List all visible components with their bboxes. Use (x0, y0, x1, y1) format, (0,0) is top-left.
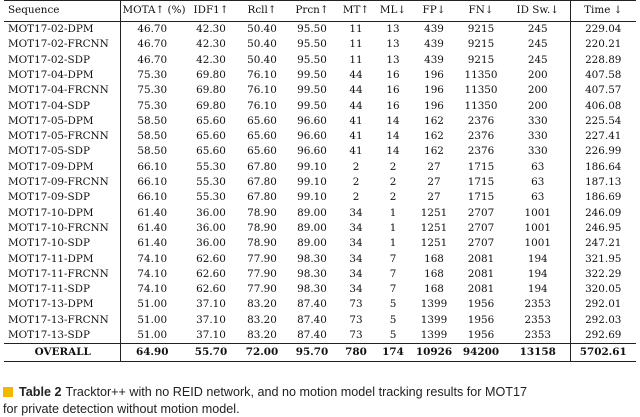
table-cell-mota: 74.10 (137, 252, 168, 265)
table-cell-id-switches: 330 (527, 130, 548, 143)
column-header-sequence: Sequence (4, 1, 120, 22)
total-cell-fn: 94200 (456, 344, 506, 362)
table-cell-fn: 2081 (467, 267, 495, 280)
table-cell-fp: 27 (427, 176, 441, 189)
table-cell-fn: 1715 (467, 176, 495, 189)
table-cell-fp: 27 (427, 160, 441, 173)
table-row (4, 267, 636, 282)
table-cell-sequence: MOT17-02-SDP (4, 53, 120, 68)
table-row (4, 114, 636, 129)
table-cell-prcn: 95.50 (297, 23, 327, 36)
table-cell-sequence: MOT17-11-DPM (4, 251, 120, 266)
table-cell-mt: 2 (352, 191, 360, 204)
table-cell-prcn: 87.40 (297, 328, 327, 341)
table-cell-id-switches: 200 (527, 99, 548, 112)
table-cell-ml: 1 (389, 206, 397, 219)
table-cell-id-switches: 1001 (524, 206, 551, 219)
table-total-row (4, 344, 636, 362)
table-row (4, 282, 636, 297)
table-cell-mt: 11 (349, 38, 363, 51)
table-row (4, 144, 636, 159)
table-cell-rcll: 83.20 (247, 328, 277, 341)
table-cell-fp: 168 (424, 252, 444, 265)
table-cell-sequence: MOT17-04-SDP (4, 98, 120, 113)
table-cell-sequence: MOT17-13-SDP (4, 328, 120, 344)
table-cell-ml: 16 (386, 84, 400, 97)
table-cell-idf1: 69.80 (196, 84, 226, 97)
results-table (4, 0, 636, 362)
results-table-container (4, 0, 636, 362)
table-cell-mt: 41 (349, 145, 363, 158)
table-cell-mt: 2 (352, 176, 360, 189)
table-cell-sequence: MOT17-13-DPM (4, 297, 120, 312)
table-cell-idf1: 62.60 (196, 283, 226, 296)
table-cell-idf1: 55.30 (196, 191, 226, 204)
table-cell-id-switches: 330 (527, 114, 548, 127)
table-cell-sequence: MOT17-11-SDP (4, 282, 120, 297)
table-cell-ml: 13 (386, 23, 400, 36)
table-cell-id-switches: 2353 (524, 298, 551, 311)
table-row (4, 190, 636, 205)
table-row (4, 221, 636, 236)
table-cell-ml: 1 (389, 221, 397, 234)
column-header-prcn: Prcn↑ (286, 1, 338, 22)
table-cell-fp: 162 (424, 145, 444, 158)
table-cell-rcll: 76.10 (247, 99, 277, 112)
table-row (4, 175, 636, 190)
table-cell-sequence: MOT17-10-FRCNN (4, 221, 120, 236)
table-cell-ml: 2 (389, 191, 397, 204)
table-cell-idf1: 37.10 (196, 313, 226, 326)
table-cell-idf1: 36.00 (196, 206, 226, 219)
table-cell-rcll: 65.60 (247, 114, 277, 127)
table-cell-fp: 168 (424, 267, 444, 280)
table-cell-idf1: 42.30 (196, 38, 226, 51)
total-cell-time: 5702.61 (570, 344, 636, 362)
table-cell-rcll: 78.90 (247, 237, 277, 250)
table-cell-fp: 1399 (420, 328, 448, 341)
table-cell-time: 225.54 (570, 114, 636, 129)
caption-label: Table 2 (19, 385, 62, 399)
table-cell-mota: 51.00 (137, 328, 168, 341)
table-row (4, 37, 636, 52)
table-row (4, 129, 636, 144)
table-cell-time: 292.01 (570, 297, 636, 312)
table-cell-fn: 2707 (467, 221, 495, 234)
table-cell-ml: 5 (389, 313, 397, 326)
table-cell-mota: 58.50 (137, 130, 168, 143)
table-cell-fp: 1399 (420, 313, 448, 326)
table-cell-mt: 11 (349, 23, 363, 36)
table-cell-mota: 61.40 (137, 221, 168, 234)
table-cell-prcn: 87.40 (297, 298, 327, 311)
table-cell-time: 227.41 (570, 129, 636, 144)
table-cell-ml: 5 (389, 298, 397, 311)
table-cell-time: 406.08 (570, 98, 636, 113)
table-cell-mt: 44 (349, 84, 363, 97)
table-cell-prcn: 99.10 (297, 191, 327, 204)
table-cell-rcll: 78.90 (247, 206, 277, 219)
table-cell-rcll: 67.80 (247, 176, 277, 189)
table-cell-fn: 11350 (464, 99, 498, 112)
table-cell-mt: 34 (349, 267, 363, 280)
table-cell-sequence: MOT17-13-FRCNN (4, 313, 120, 328)
table-cell-rcll: 78.90 (247, 221, 277, 234)
column-header-fn: FN↓ (456, 1, 506, 22)
table-cell-ml: 7 (389, 283, 397, 296)
table-cell-fp: 196 (424, 84, 444, 97)
caption-marker-icon (3, 387, 13, 397)
table-cell-rcll: 67.80 (247, 191, 277, 204)
column-header-ml: ML↓ (374, 1, 412, 22)
table-cell-prcn: 95.50 (297, 53, 327, 66)
table-cell-fn: 2376 (467, 145, 495, 158)
table-cell-ml: 14 (386, 114, 400, 127)
table-cell-rcll: 65.60 (247, 145, 277, 158)
table-cell-rcll: 50.40 (247, 38, 277, 51)
total-cell-ml: 174 (374, 344, 412, 362)
table-cell-prcn: 89.00 (297, 206, 327, 219)
table-cell-ml: 1 (389, 237, 397, 250)
table-cell-fn: 2081 (467, 252, 495, 265)
table-cell-fn: 2376 (467, 130, 495, 143)
table-cell-fn: 1956 (467, 313, 495, 326)
table-cell-sequence: MOT17-05-SDP (4, 144, 120, 159)
table-cell-idf1: 36.00 (196, 237, 226, 250)
table-cell-fn: 2376 (467, 114, 495, 127)
table-cell-mt: 73 (349, 328, 363, 341)
table-cell-idf1: 62.60 (196, 267, 226, 280)
column-header-fp: FP↓ (412, 1, 456, 22)
table-cell-fn: 11350 (464, 68, 498, 81)
table-cell-fn: 9215 (467, 53, 495, 66)
table-cell-ml: 5 (389, 328, 397, 341)
table-cell-idf1: 65.60 (196, 114, 226, 127)
table-cell-idf1: 37.10 (196, 298, 226, 311)
table-cell-mota: 66.10 (137, 160, 168, 173)
table-cell-prcn: 96.60 (297, 114, 327, 127)
table-cell-fn: 11350 (464, 84, 498, 97)
table-cell-time: 322.29 (570, 267, 636, 282)
table-cell-sequence: MOT17-04-FRCNN (4, 83, 120, 98)
table-row (4, 236, 636, 251)
table-cell-mt: 34 (349, 283, 363, 296)
table-row (4, 206, 636, 221)
table-cell-fp: 196 (424, 68, 444, 81)
table-cell-time: 292.03 (570, 313, 636, 328)
table-row (4, 83, 636, 98)
table-cell-prcn: 99.50 (297, 84, 327, 97)
table-cell-mota: 61.40 (137, 206, 168, 219)
table-cell-prcn: 99.10 (297, 160, 327, 173)
table-cell-fp: 439 (424, 23, 444, 36)
table-cell-rcll: 77.90 (247, 267, 277, 280)
table-cell-fn: 9215 (467, 38, 495, 51)
table-cell-ml: 14 (386, 130, 400, 143)
table-row (4, 313, 636, 328)
table-cell-fp: 439 (424, 53, 444, 66)
table-cell-ml: 13 (386, 53, 400, 66)
table-cell-time: 246.09 (570, 206, 636, 221)
total-cell-idf1: 55.70 (184, 344, 238, 362)
table-cell-mota: 66.10 (137, 176, 168, 189)
table-cell-ml: 7 (389, 252, 397, 265)
caption-text-line2: for private detection without motion model. (3, 402, 240, 416)
table-cell-prcn: 98.30 (297, 283, 327, 296)
table-cell-time: 246.95 (570, 221, 636, 236)
table-cell-time: 226.99 (570, 144, 636, 159)
table-cell-mt: 73 (349, 298, 363, 311)
table-cell-ml: 14 (386, 145, 400, 158)
table-cell-idf1: 65.60 (196, 145, 226, 158)
table-cell-rcll: 76.10 (247, 68, 277, 81)
table-cell-fp: 27 (427, 191, 441, 204)
table-row (4, 22, 636, 38)
table-cell-mota: 75.30 (137, 84, 168, 97)
table-cell-fp: 1251 (420, 237, 448, 250)
table-cell-mota: 61.40 (137, 237, 168, 250)
table-cell-mt: 73 (349, 313, 363, 326)
table-cell-id-switches: 194 (527, 267, 548, 280)
table-cell-fp: 1251 (420, 221, 448, 234)
table-header-row (4, 1, 636, 22)
table-cell-prcn: 95.50 (297, 38, 327, 51)
table-cell-mt: 44 (349, 68, 363, 81)
table-cell-rcll: 83.20 (247, 298, 277, 311)
table-cell-fn: 1956 (467, 328, 495, 341)
total-cell-prcn: 95.70 (286, 344, 338, 362)
total-cell-rcll: 72.00 (238, 344, 286, 362)
table-cell-mota: 51.00 (137, 313, 168, 326)
table-cell-time: 220.21 (570, 37, 636, 52)
table-cell-fp: 196 (424, 99, 444, 112)
table-cell-mota: 75.30 (137, 68, 168, 81)
table-cell-fp: 1399 (420, 298, 448, 311)
table-cell-fn: 2081 (467, 283, 495, 296)
table-cell-prcn: 99.50 (297, 99, 327, 112)
table-cell-fn: 1715 (467, 160, 495, 173)
table-cell-idf1: 65.60 (196, 130, 226, 143)
table-cell-rcll: 77.90 (247, 283, 277, 296)
table-cell-ml: 7 (389, 267, 397, 280)
table-cell-id-switches: 63 (531, 160, 545, 173)
table-cell-id-switches: 2353 (524, 328, 551, 341)
table-cell-sequence: MOT17-10-DPM (4, 206, 120, 221)
table-cell-sequence: MOT17-11-FRCNN (4, 267, 120, 282)
table-cell-time: 228.89 (570, 53, 636, 68)
table-row (4, 328, 636, 344)
table-cell-idf1: 42.30 (196, 23, 226, 36)
table-cell-idf1: 69.80 (196, 68, 226, 81)
table-cell-fn: 9215 (467, 23, 495, 36)
table-cell-mota: 74.10 (137, 267, 168, 280)
table-cell-prcn: 98.30 (297, 267, 327, 280)
table-cell-sequence: MOT17-05-DPM (4, 114, 120, 129)
table-cell-mota: 66.10 (137, 191, 168, 204)
table-cell-sequence: MOT17-04-DPM (4, 68, 120, 83)
table-cell-idf1: 69.80 (196, 99, 226, 112)
table-cell-fp: 168 (424, 283, 444, 296)
table-row (4, 160, 636, 175)
table-cell-fn: 1956 (467, 298, 495, 311)
table-cell-time: 407.58 (570, 68, 636, 83)
table-cell-mt: 34 (349, 221, 363, 234)
table-cell-id-switches: 200 (527, 84, 548, 97)
table-cell-idf1: 55.30 (196, 176, 226, 189)
table-cell-mt: 41 (349, 114, 363, 127)
table-cell-id-switches: 200 (527, 68, 548, 81)
table-cell-id-switches: 63 (531, 191, 545, 204)
table-cell-mota: 58.50 (137, 145, 168, 158)
table-cell-id-switches: 194 (527, 283, 548, 296)
table-cell-rcll: 77.90 (247, 252, 277, 265)
table-row (4, 251, 636, 266)
table-cell-time: 320.05 (570, 282, 636, 297)
table-cell-sequence: MOT17-09-SDP (4, 190, 120, 205)
table-cell-mt: 11 (349, 53, 363, 66)
column-header-time: Time ↓ (570, 1, 636, 22)
total-cell-mt: 780 (338, 344, 374, 362)
column-header-mt: MT↑ (338, 1, 374, 22)
table-cell-time: 186.69 (570, 190, 636, 205)
total-cell-id-switches: 13158 (506, 344, 570, 362)
total-cell-sequence: OVERALL (4, 344, 120, 362)
table-cell-fp: 439 (424, 38, 444, 51)
table-cell-mota: 74.10 (137, 283, 168, 296)
table-cell-idf1: 36.00 (196, 221, 226, 234)
table-cell-rcll: 76.10 (247, 84, 277, 97)
column-header-mota: MOTA↑ (%) (120, 1, 184, 22)
column-header-idf1: IDF1↑ (184, 1, 238, 22)
table-cell-mota: 75.30 (137, 99, 168, 112)
table-cell-time: 292.69 (570, 328, 636, 344)
table-cell-sequence: MOT17-10-SDP (4, 236, 120, 251)
table-cell-sequence: MOT17-05-FRCNN (4, 129, 120, 144)
table-cell-fn: 2707 (467, 206, 495, 219)
table-cell-time: 187.13 (570, 175, 636, 190)
table-cell-id-switches: 1001 (524, 221, 551, 234)
table-cell-rcll: 83.20 (247, 313, 277, 326)
table-cell-fn: 1715 (467, 191, 495, 204)
table-cell-mota: 46.70 (137, 38, 168, 51)
table-cell-id-switches: 245 (527, 53, 548, 66)
table-cell-fp: 162 (424, 114, 444, 127)
table-cell-id-switches: 1001 (524, 237, 551, 250)
total-cell-mota: 64.90 (120, 344, 184, 362)
table-cell-mt: 44 (349, 99, 363, 112)
table-cell-prcn: 98.30 (297, 252, 327, 265)
table-cell-idf1: 42.30 (196, 53, 226, 66)
table-cell-rcll: 50.40 (247, 23, 277, 36)
table-cell-mt: 34 (349, 252, 363, 265)
table-cell-rcll: 65.60 (247, 130, 277, 143)
table-cell-id-switches: 194 (527, 252, 548, 265)
column-header-rcll: Rcll↑ (238, 1, 286, 22)
table-cell-prcn: 96.60 (297, 145, 327, 158)
table-cell-mota: 46.70 (137, 23, 168, 36)
table-cell-id-switches: 330 (527, 145, 548, 158)
table-cell-idf1: 62.60 (196, 252, 226, 265)
table-cell-prcn: 89.00 (297, 221, 327, 234)
table-cell-prcn: 99.50 (297, 68, 327, 81)
table-body (4, 22, 636, 362)
table-cell-time: 321.95 (570, 251, 636, 266)
table-cell-prcn: 87.40 (297, 313, 327, 326)
table-cell-rcll: 67.80 (247, 160, 277, 173)
table-cell-mt: 34 (349, 237, 363, 250)
table-cell-mt: 34 (349, 206, 363, 219)
table-caption (0, 384, 640, 416)
total-cell-fp: 10926 (412, 344, 456, 362)
table-cell-id-switches: 2353 (524, 313, 551, 326)
table-row (4, 68, 636, 83)
table-cell-id-switches: 245 (527, 23, 548, 36)
table-cell-sequence: MOT17-09-DPM (4, 160, 120, 175)
table-cell-prcn: 99.10 (297, 176, 327, 189)
table-row (4, 98, 636, 113)
table-row (4, 297, 636, 312)
table-cell-time: 407.57 (570, 83, 636, 98)
table-cell-ml: 2 (389, 160, 397, 173)
caption-text: Tracktor++ with no REID network, and no motion model tracking results for MOT17 (65, 385, 527, 399)
table-cell-time: 247.21 (570, 236, 636, 251)
table-cell-sequence: MOT17-09-FRCNN (4, 175, 120, 190)
table-cell-mt: 2 (352, 160, 360, 173)
table-cell-sequence: MOT17-02-FRCNN (4, 37, 120, 52)
table-cell-rcll: 50.40 (247, 53, 277, 66)
table-cell-ml: 13 (386, 38, 400, 51)
column-header-id-switches: ID Sw.↓ (506, 1, 570, 22)
table-cell-mota: 58.50 (137, 114, 168, 127)
table-cell-prcn: 89.00 (297, 237, 327, 250)
table-cell-idf1: 37.10 (196, 328, 226, 341)
table-cell-ml: 2 (389, 176, 397, 189)
table-cell-prcn: 96.60 (297, 130, 327, 143)
table-cell-time: 229.04 (570, 22, 636, 38)
table-cell-mota: 51.00 (137, 298, 168, 311)
table-cell-mota: 46.70 (137, 53, 168, 66)
table-row (4, 53, 636, 68)
table-cell-ml: 16 (386, 99, 400, 112)
table-cell-fp: 1251 (420, 206, 448, 219)
table-cell-id-switches: 245 (527, 38, 548, 51)
table-cell-mt: 41 (349, 130, 363, 143)
table-cell-sequence: MOT17-02-DPM (4, 22, 120, 38)
table-cell-idf1: 55.30 (196, 160, 226, 173)
table-cell-fp: 162 (424, 130, 444, 143)
table-cell-id-switches: 63 (531, 176, 545, 189)
table-cell-time: 186.64 (570, 160, 636, 175)
table-cell-fn: 2707 (467, 237, 495, 250)
table-cell-ml: 16 (386, 68, 400, 81)
